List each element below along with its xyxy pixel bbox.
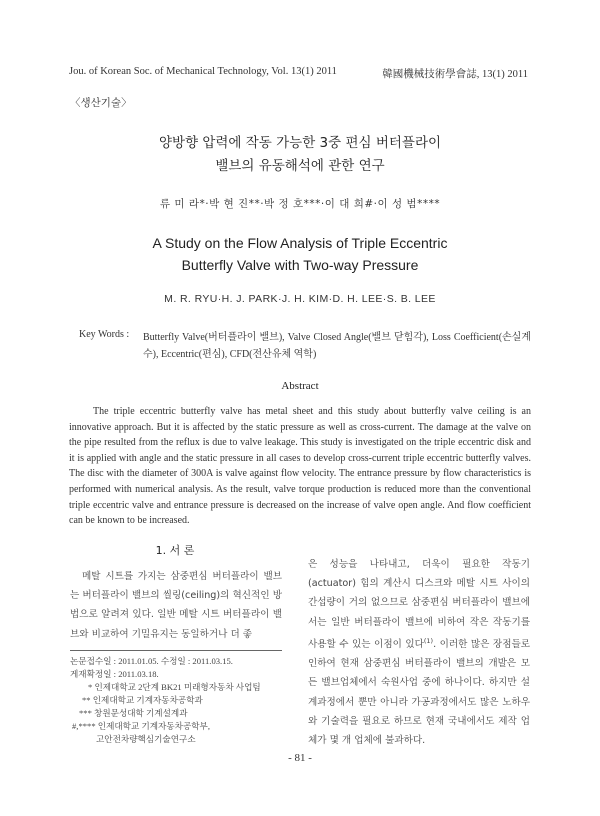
abstract-heading: Abstract [281, 380, 319, 392]
footnote-affiliation-1: * 인제대학교 2단계 BK21 미래형자동차 사업팀 [88, 682, 261, 692]
footnote-accepted-date: 게재확정일 : 2011.03.18. [70, 669, 159, 679]
intro-left-column: 메탈 시트를 가지는 삼중편심 버터플라이 밸브는 버터플라이 밸브의 씰링(ceiling)의 혁신적인 방법으로 알려져 있다. 일반 메탈 시트 버터플라이 밸브와 비교하여 기밀유지는 동일하거나 더 좋 [70, 571, 282, 640]
section-heading-introduction: 1. 서 론 [155, 544, 195, 557]
footnote-affiliation-5: 고안전차량핵심기술연구소 [96, 734, 196, 744]
footnote-affiliation-4: #,**** 인제대학교 기계자동차공학부, [72, 721, 210, 731]
journal-header-ko: 韓國機械技術學會誌, 13(1) 2011 [382, 69, 528, 80]
footnote-affiliation-2: ** 인제대학교 기계자동차공학과 [82, 695, 203, 705]
footnote-divider [70, 650, 282, 651]
footnote-affiliation-3: *** 창원문성대학 기계설계과 [79, 708, 188, 718]
citation-superscript: (1) [423, 636, 434, 645]
abstract-text: The triple eccentric butterfly valve has metal sheet and this study about butterfly valve ceiling is an innovative approach. But it is affected by the static pressure as well as cross-current. The damage at the valve on the pipe resulted from the reflux is due to valve leakage. This study is investigated on the triple eccentric disk and it is applied with angle and the static pressure in all cases to develop cross-current triple eccentric butterfly valves. The disc with the diameter of 300A is valve against flow velocity. The entrance pressure by flow characteristics is performed with numerical analysis. As the result, valve torque production is reduced more than the conventional triple eccentric valve and entrance pressure is decreased on the increase of valve open angle. And flow coefficient can be known to be increased. [69, 406, 531, 527]
footnote-received-date: 논문접수일 : 2011.01.05. 수정일 : 2011.03.15. [70, 656, 233, 666]
korean-title-line1: 양방향 압력에 작동 가능한 3중 편심 버터플라이 [158, 135, 442, 151]
english-authors: M. R. RYU·H. J. PARK·J. H. KIM·D. H. LEE·S. B. LEE [164, 293, 436, 305]
intro-right-column [308, 555, 530, 750]
korean-authors: 류 미 라*·박 현 진**·박 정 호***·이 대 희#·이 성 범**** [159, 198, 441, 210]
page-number: - 81 - [288, 752, 312, 764]
intro-right-text-b: . 이러한 많은 장점들로 인하여 현재 삼중편심 버터플라이 밸브의 개발은 모든 밸브업체에서 숙원사업 중에 하나이다. 하지만 설계과정에서 뿐만 아니라 가공과정에서도 많은 노하우와 기술력을 필요로 하므로 현재 국내에서도 제작 업체가 몇 개 업체에 불과하다. [308, 639, 530, 747]
keywords-text: Butterfly Valve(버터플라이 밸브), Valve Closed Angle(밸브 닫힘각), Loss Coefficient(손실계수), Eccentric(편심), CFD(전산유체 역학) [143, 332, 531, 360]
english-title-line1: A Study on the Flow Analysis of Triple Eccentric [152, 235, 448, 251]
category-label: 〈생산기술〉 [70, 97, 132, 109]
intro-right-text-a: 은 성능을 나타내고, 더욱이 필요한 작동기(actuator) 힘의 계산시 디스크와 메탈 시트 사이의 간섭량이 거의 없으므로 삼중편심 버터플라이 밸브에서는 일반 버터플라이 밸브에 비하여 작은 작동기를 사용할 수 있는 이점이 있다 [308, 559, 530, 650]
keywords-label: Key Words : [79, 329, 130, 340]
korean-title-line2: 밸브의 유동해석에 관한 연구 [215, 158, 385, 174]
journal-header-en: Jou. of Korean Soc. of Mechanical Technology, Vol. 13(1) 2011 [69, 66, 337, 77]
english-title-line2: Butterfly Valve with Two-way Pressure [181, 257, 419, 273]
